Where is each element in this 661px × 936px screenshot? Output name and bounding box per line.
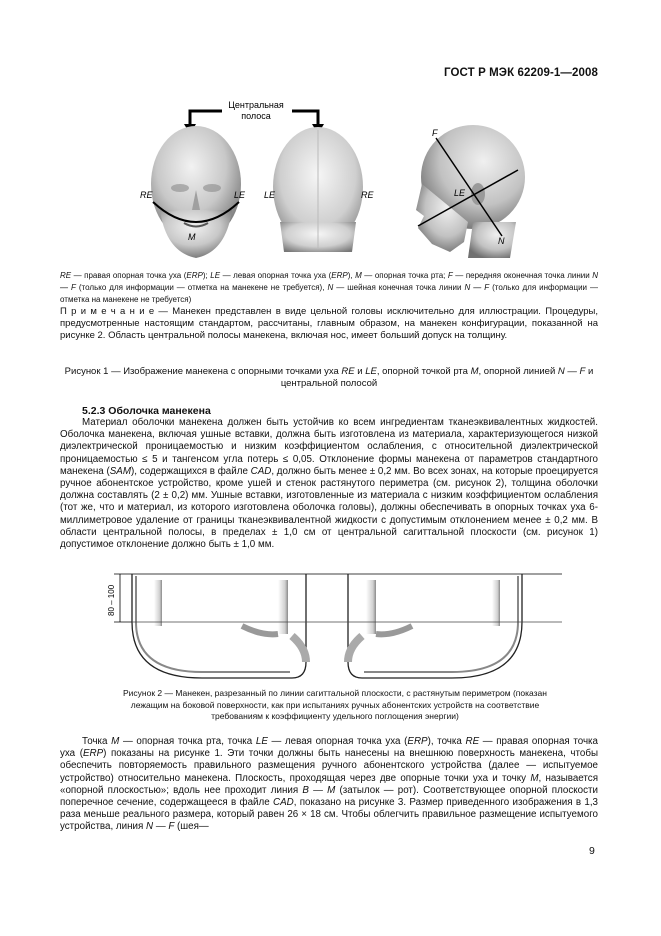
figure-2-caption: Рисунок 2 — Манекен, разрезанный по линии сагиттальной плоскости, с растянутым периметром (показан лежащим на боковой поверхности, как при испытаниях ручных абонентских устройств на соответствие требованиям к коэффициенту удельного поглощения энергии) [123,688,547,721]
page-number: 9 [589,845,595,857]
label-re-back: RE [361,190,374,200]
phantom-right-half [348,574,522,678]
figure-1-drawing [118,92,538,272]
label-le-side: LE [454,188,466,198]
head-side-view [416,125,525,258]
paragraph-shell: Материал оболочки манекена должен быть устойчив ко всем ингредиентам тканеэквивалентных жидкостей. Оболочка манекена, включая ушные вставки, должна быть изготовлена из материала, характеризующегося низкой диэлектрической проницаемостью и низким коэффициентом ослабления, с относительной диэлектрической проницаемостью ≤ 5 и тангенсом угла потерь ≤ 0,05. Отклонение формы манекена от параметров стандартного манекена (SAM), содержащихся в файле CAD, должно быть менее ± 0,2 мм. Во всех зонах, на которые проецируется ручное абонентское устройство, кроме ушей и стенок растянутого периметра (см. рисунок 2), толщина оболочки должна составлять (2 ± 0,2) мм. Ушные вставки, изготовленные из материала с низким коэффициентом ослабления (тот же, что и материал, из которого изготовлена оболочка головы), должны обеспечивать в опорных точках уха 6-миллиметровое удаление от границы тканеэквивалентной жидкости с допустимым отклонением менее ± 0,2 мм. В области центральной полосы, в пределах ± 1,0 см от центральной сагиттальной плоскости (см. рисунок 1) допустимое отклонение должно быть ± 1,0 мм. [60,417,599,551]
label-le-back: LE [264,190,276,200]
head-back-view [273,127,363,252]
dimension-label: 80 – 100 [107,584,116,616]
document-header: ГОСТ Р МЭК 62209-1—2008 [444,67,598,79]
figure-2-drawing [92,566,562,684]
figure-1 [118,92,538,272]
figure-1-caption: Рисунок 1 — Изображение манекена с опорными точками уха RE и LE, опорной точкой рта M, опорной линией N — F и центральной полосой [64,366,594,389]
section-heading: 5.2.3 Оболочка манекена [82,405,211,417]
label-n: N [498,236,505,246]
figure-2 [92,566,562,684]
paragraph-reference-points: Точка M — опорная точка рта, точка LE — левая опорная точка уха (ERP), точка RE — правая опорная точка уха (ERP) показаны на рисунке 1. Эти точки должны быть нанесены на внешнюю поверхность манекена, чтобы обеспечить повторяемость правильного размещения ручного абонентского устройства (далее — испытуемое устройство) относительно манекена. Плоскость, проходящая через две опорные точки уха и точку M, называется «опорной плоскостью»; вдоль нее проходит линия B — M (затылок — рот). Соответствующее опорной плоскости поперечное сечение, содержащееся в файле CAD, показано на рисунке 3. Размер приведенного изображения в 1,3 раза меньше реального размера, который равен 26 × 18 см. Чтобы облегчить правильное размещение испытуемого устройства, линия N — F (шея— [60,736,599,833]
head-front-view [151,126,241,258]
central-band-label-2: полоса [241,111,271,121]
figure-1-note: П р и м е ч а н и е — Манекен представлен в виде цельной головы исключительно для иллюстрации. Процедуры, предусмотренные настоящим стандартом, рассчитаны, главным образом, на манекен конфигурации, показанной на рисунке 2. Область центральной полосы манекена, включая нос, имеет больший допуск на толщину. [60,306,598,341]
figure-1-legend: RE — правая опорная точка уха (ERP); LE — левая опорная точка уха (ERP), M — опорная точка рта; F — передняя оконечная точка линии N — F (только для информации — отметка на манекене не требуется), N — шейная конечная точка линии N — F (только для информации — отметка на манекене не требуется) [60,271,599,304]
label-re-front: RE [140,190,153,200]
arrow-right [292,111,318,126]
central-band-label-1: Центральная [228,100,284,110]
arrow-left [190,111,222,126]
phantom-left-half [132,574,306,678]
label-m: M [188,232,196,242]
label-f: F [432,128,438,138]
label-le-front: LE [234,190,246,200]
